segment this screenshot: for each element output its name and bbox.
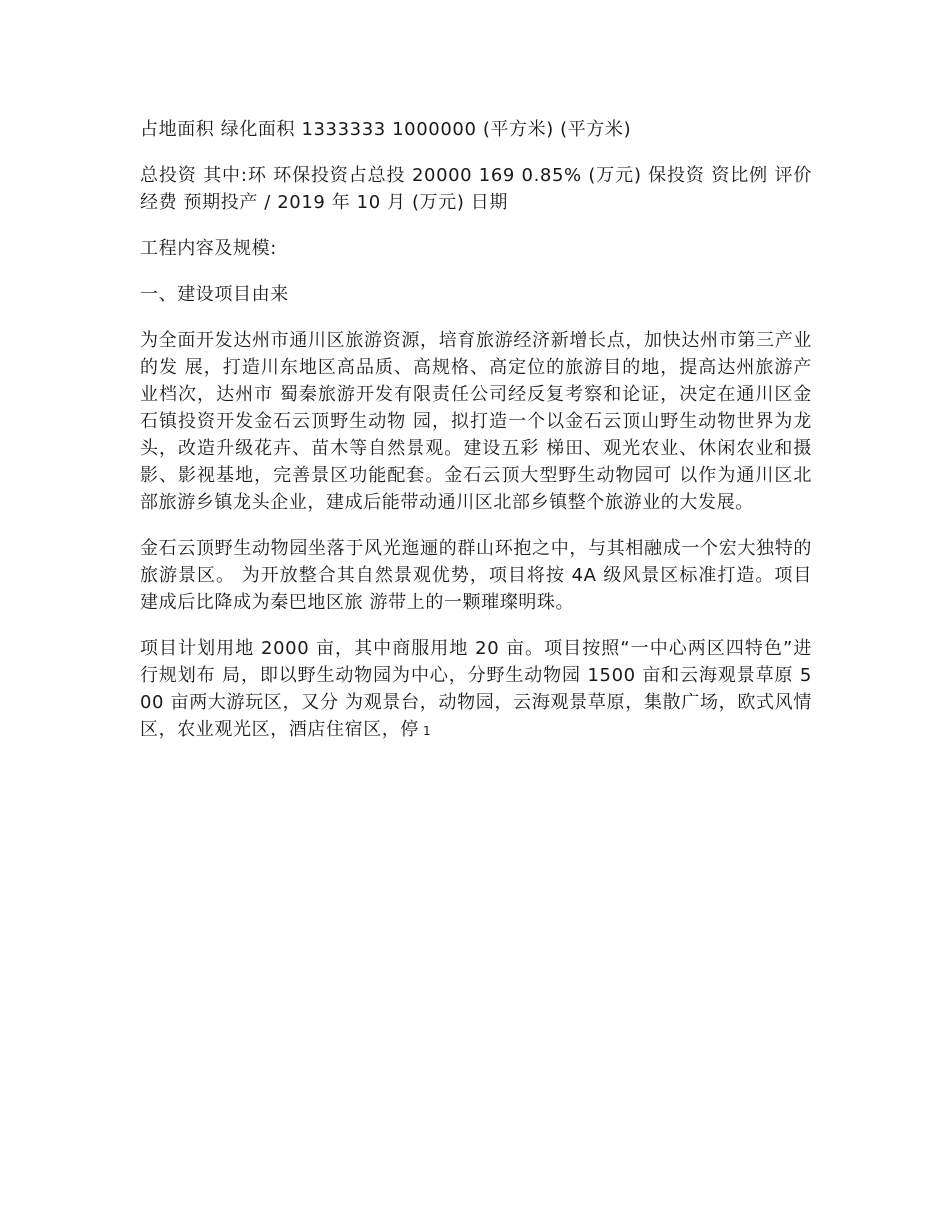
page-number: 1 xyxy=(423,724,431,738)
paragraph-land-plan-text: 项目计划用地 2000 亩，其中商服用地 20 亩。项目按照“一中心两区四特色”进行规划布 局，即以野生动物园为中心，分野生动物园 1500 亩和云海观景草原 500 亩两大游玩区，又分 为观景台，动物园，云海观景草原，集散广场，欧式风情区，农业观光区，酒店住宿区，停 xyxy=(140,638,812,740)
document-page xyxy=(140,116,812,764)
paragraph-area-summary: 占地面积 绿化面积 1333333 1000000 (平方米) (平方米) xyxy=(140,119,632,140)
section-heading-scope: 工程内容及规模: xyxy=(140,238,277,259)
paragraph-investment-summary: 总投资 其中:环 环保投资占总投 20000 169 0.85% (万元) 保投资 资比例 评价经费 预期投产 / 2019 年 10 月 (万元) 日期 xyxy=(140,165,812,213)
section-heading-origin: 一、建设项目由来 xyxy=(140,284,289,305)
paragraph-location: 金石云顶野生动物园坐落于风光迤逦的群山环抱之中，与其相融成一个宏大独特的旅游景区。 为开放整合其自然景观优势，项目将按 4A 级风景区标准打造。项目建成后比降成为秦巴地区旅 游带上的一颗璀璨明珠。 xyxy=(140,538,812,613)
paragraph-land-plan xyxy=(140,635,812,745)
paragraph-background: 为全面开发达州市通川区旅游资源，培育旅游经济新增长点，加快达州市第三产业的发 展，打造川东地区高品质、高规格、高定位的旅游目的地，提高达州旅游产业档次，达州市 蜀秦旅游开发有限责任公司经反复考察和论证，决定在通川区金石镇投资开发金石云顶野生动物 园，拟打造一个以金石云顶山野生动物世界为龙头，改造升级花卉、苗木等自然景观。建设五彩 梯田、观光农业、休闲农业和摄影、影视基地，完善景区功能配套。金石云顶大型野生动物园可 以作为通川区北部旅游乡镇龙头企业，建成后能带动通川区北部乡镇整个旅游业的大发展。 xyxy=(140,330,812,513)
